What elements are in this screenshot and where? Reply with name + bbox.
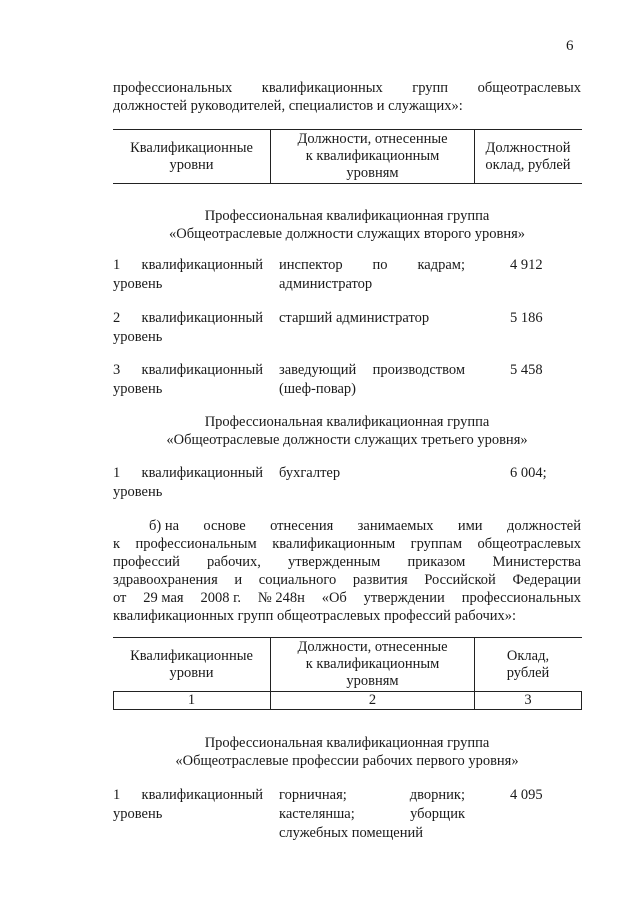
group1-heading: Профессиональная квалификационная группа «Общеотраслевые должности служащих второго уровня» [168, 208, 526, 242]
table1-bottom-rule [113, 183, 582, 184]
group3-heading: Профессиональная квалификационная группа «Общеотраслевые профессии рабочих первого уровня» [175, 735, 519, 769]
table2-col-number: 3 [524, 692, 532, 708]
group1-positions-3: заведующий производством (шеф-повар) [279, 362, 465, 397]
group2-positions-1: бухгалтер [279, 465, 341, 481]
paragraph-b-line-2: к профессиональным квалификационным группам общеотраслевых [113, 536, 581, 552]
paragraph-b-line-3: профессий рабочих, утвержденным приказом Министерства [113, 554, 581, 570]
table2-bottom-rule [113, 709, 582, 710]
table2-col-number: 1 [187, 692, 196, 708]
group1-positions-2: старший администратор [279, 310, 430, 326]
table2-right-edge [581, 691, 582, 710]
table2-header-levels: Квалификационные уровни [130, 648, 253, 681]
paragraph-b-line-4: здравоохранения и социального развития Российской Федерации [113, 572, 581, 588]
group1-level-1: 1 квалификационный уровень [113, 257, 263, 292]
table1-header-levels: Квалификационные уровни [130, 140, 253, 173]
group1-positions-1: инспектор по кадрам; администратор [279, 257, 465, 292]
intro-word: групп [412, 80, 449, 96]
intro-line-1 [113, 79, 581, 97]
group1-salary-1: 4 912 [510, 257, 543, 273]
table1-header-salary: Должностной оклад, рублей [485, 140, 571, 173]
group3-salary-1: 4 095 [510, 787, 543, 803]
table2-col-number: 2 [368, 692, 377, 708]
group3-positions-1: горничная; дворник; кастелянша; уборщик служебных помещений [279, 787, 465, 841]
group1-level-3: 3 квалификационный уровень [113, 362, 263, 397]
paragraph-b-line-1: б) на основе отнесения занимаемых ими должностей [149, 518, 581, 534]
table2-header-salary: Оклад, рублей [506, 648, 550, 681]
group2-salary-1: 6 004; [510, 465, 547, 481]
table2-header-positions: Должности, отнесенные к квалификационным уровням [297, 639, 448, 689]
paragraph-b [113, 517, 581, 625]
page-number: 6 [566, 38, 574, 54]
group2-level-1: 1 квалификационный уровень [113, 465, 263, 500]
intro-line-2: должностей руководителей, специалистов и служащих»: [113, 98, 463, 114]
group1-salary-3: 5 458 [510, 362, 543, 378]
group2-heading: Профессиональная квалификационная группа «Общеотраслевые должности служащих третьего уровня» [166, 414, 528, 448]
intro-word: квалификационных [261, 80, 383, 96]
group1-salary-2: 5 186 [510, 310, 543, 326]
intro-word: общеотраслевых [477, 80, 581, 96]
group3-level-1: 1 квалификационный уровень [113, 787, 263, 822]
paragraph-b-line-5: от 29 мая 2008 г. № 248н «Об утверждении профессиональных [113, 590, 581, 606]
table2-top-rule [113, 637, 582, 638]
group1-level-2: 2 квалификационный уровень [113, 310, 263, 345]
table1-header-positions: Должности, отнесенные к квалификационным уровням [297, 131, 448, 181]
intro-text [113, 79, 581, 115]
table1-top-rule [113, 129, 582, 130]
paragraph-b-line-6: квалификационных групп общеотраслевых профессий рабочих»: [113, 608, 517, 624]
intro-word: профессиональных [113, 80, 233, 96]
